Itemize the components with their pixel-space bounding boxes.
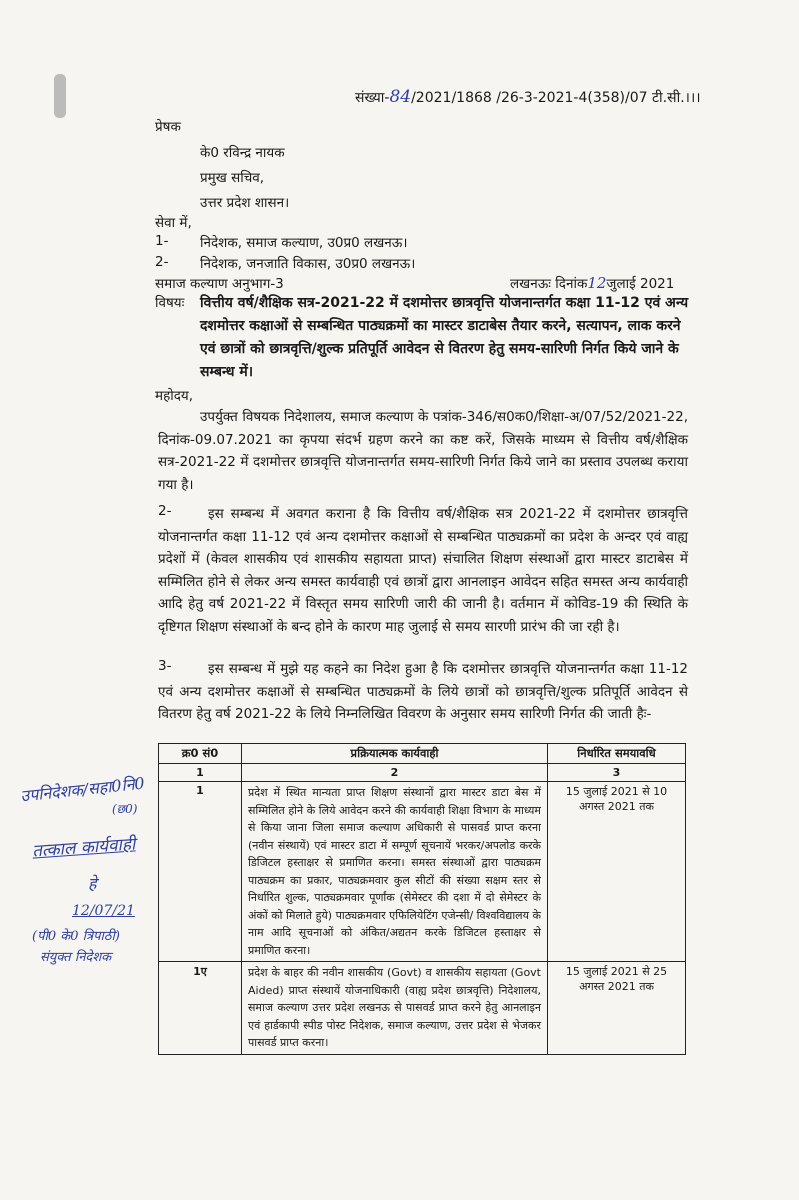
recipient-1-num: 1- [155, 233, 169, 249]
paragraph-2: इस सम्बन्ध में अवगत कराना है कि वित्तीय वर्ष/शैक्षिक सत्र 2021-22 में दशमोत्तर छात्रवृत्ति योजनान्तर्गत कक्षा 11-12 एवं अन्य दशमोत्तर कक्षाओं से सम्बन्धित पाठ्यक्रमों का प्रदेश के अन्दर एवं वाह्य प्रदेशों में (केवल शासकीय एवं शासकीय सहायता प्राप्त) संचालित शिक्षण संस्थाओं द्वारा मास्टर डाटाबेस में सम्मिलित होने से लेकर अन्य समस्त कार्यवाही एवं छात्रों द्वारा आनलाइन आवेदन सहित समस्त अन्य कार्यवाही आदि हेतु वर्ष 2021-22 में विस्तृत समय सारिणी जारी की जानी है। वर्तमान में कोविड-19 की स्थिति के दृष्टिगत शिक्षण संस्थाओं के बन्द होने के कारण माह जुलाई से समय सारणी प्रारंभ की जा रही है। [158, 506, 688, 635]
paragraph-1: उपर्युक्त विषयक निदेशालय, समाज कल्याण के पत्रांक-346/स0क0/शिक्षा-अ/07/52/2021-22, दिनांक-09.07.2021 का कृपया संदर्भ ग्रहण करने का कष्ट करें, जिसके माध्यम से वित्तीय वर्ष/शैक्षिक सत्र-2021-22 में दशमोत्तर छात्रवृत्ति योजनान्तर्गत समय-सारिणी निर्गत किये जाने का प्रस्ताव उपलब्ध कराया गया है। [158, 409, 688, 493]
sender-office: उत्तर प्रदेश शासन। [200, 195, 290, 211]
subject-label: विषयः [155, 295, 185, 311]
salutation: महोदय, [155, 388, 194, 404]
sender-name: के0 रविन्द्र नायक [200, 145, 285, 161]
ref-number-handwritten: 84 [389, 87, 412, 107]
recipient-2-text: निदेशक, जनजाति विकास, उ0प्र0 लखनऊ। [200, 256, 416, 272]
handwritten-note-line3: तत्काल कार्यवाही [31, 834, 136, 862]
row-period: 15 जुलाई 2021 से 25 अगस्त 2021 तक [548, 962, 686, 1055]
header-serial: क्र0 सं0 [159, 744, 242, 764]
recipient-2-num: 2- [155, 254, 169, 270]
recipient-1-text: निदेशक, समाज कल्याण, उ0प्र0 लखनऊ। [200, 235, 408, 251]
subject-text: वित्तीय वर्ष/शैक्षिक सत्र-2021-22 में दशमोत्तर छात्रवृत्ति योजनान्तर्गत कक्षा 11-12 एवं अन्य दशमोत्तर कक्षाओं से सम्बन्धित पाठ्यक्रमों का मास्टर डाटाबेस तैयार करने, सत्यापन, लाक करने एवं छात्रों को छात्रवृत्ति/शुल्क प्रतिपूर्ति आवेदन से वितरण हेतु समय-सारिणी निर्गत किये जाने के सम्बन्ध में। [200, 295, 689, 380]
table-index-row [159, 764, 686, 782]
reference-number [355, 87, 701, 107]
handwritten-note-line4: हे [88, 874, 97, 893]
handwritten-note-line1: उपनिदेशक/सहा0नि0 [19, 773, 146, 806]
recipients-label: सेवा में, [155, 215, 192, 231]
handwritten-note-line2: (छ0) [112, 802, 138, 816]
section-name: समाज कल्याण अनुभाग-3 [155, 276, 284, 292]
paragraph-3-number: 3- [158, 658, 172, 674]
row-serial: 1 [159, 782, 242, 962]
ref-suffix: /2021/1868 /26-3-2021-4(358)/07 टी.सी.।।। [411, 90, 701, 106]
handwritten-note-line7: संयुक्त निदेशक [40, 950, 112, 965]
table-row [159, 782, 686, 962]
row-action: प्रदेश के बाहर की नवीन शासकीय (Govt) व शासकीय सहायता (Govt Aided) प्राप्त संस्थायें योजनाधिकारी (वाह्य प्रदेश छात्रवृत्ति) निदेशालय, समाज कल्याण उत्तर प्रदेश लखनऊ से पासवर्ड प्राप्त करने हेतु आनलाइन एवं हार्डकापी स्पीड पोस्ट निदेशक, समाज कल्याण, उत्तर प्रदेश से भेजकर पासवर्ड प्राप्त करना। [242, 962, 548, 1055]
header-period: निर्धारित समयावधि [548, 744, 686, 764]
paragraph-2-number: 2- [158, 503, 172, 519]
schedule-table [158, 743, 686, 1055]
handwritten-note-line6: (पी0 के0 त्रिपाठी) [32, 929, 120, 944]
paragraph-3: इस सम्बन्ध में मुझे यह कहने का निदेश हुआ है कि दशमोत्तर छात्रवृत्ति योजनान्तर्गत कक्षा 11-12 एवं अन्य दशमोत्तर कक्षाओं से सम्बन्धित पाठ्यक्रमों के लिये छात्रों को छात्रवृत्ति/शुल्क प्रतिपूर्ति आवेदन से वितरण हेतु वर्ष 2021-22 के लिये निम्नलिखित विवरण के अनुसार समय सारिणी निर्गत की जाती हैः- [158, 661, 688, 722]
punch-hole-mark [48, 72, 72, 120]
handwritten-note-line5: 12/07/21 [72, 903, 135, 919]
sender-designation: प्रमुख सचिव, [200, 170, 265, 186]
table-row [159, 962, 686, 1055]
date-suffix: जुलाई 2021 [606, 276, 675, 292]
index-cell: 2 [242, 764, 548, 782]
index-cell: 1 [159, 764, 242, 782]
date-prefix: लखनऊः दिनांक [510, 276, 588, 292]
row-period: 15 जुलाई 2021 से 10 अगस्त 2021 तक [548, 782, 686, 962]
table-header-row [159, 744, 686, 764]
letter-date [510, 274, 674, 292]
date-day-handwritten: 12 [587, 274, 607, 292]
header-action: प्रक्रियात्मक कार्यवाही [242, 744, 548, 764]
sender-label: प्रेषक [155, 119, 181, 135]
index-cell: 3 [548, 764, 686, 782]
row-action: प्रदेश में स्थित मान्यता प्राप्त शिक्षण संस्थानों द्वारा मास्टर डाटा बेस में सम्मिलित होने के लिये आवेदन करने की कार्यवाही शिक्षा विभाग के माध्यम से किया जाना जिला समाज कल्याण अधिकारी से पासवर्ड प्राप्त करना (नवीन संस्थायें) एवं मास्टर डाटा में सम्पूर्ण सूचनायें भरकर/अपलोड करके डिजिटल हस्ताक्षर से प्रमाणित करना। समस्त संस्थाओं द्वारा पाठ्यक्रम पाठ्यक्रम का प्रकार, पाठ्यक्रमवार कुल सीटों की संख्या सक्षम स्तर से निर्धारित शुल्क, पाठ्यक्रमवार पूर्णांक (सेमेस्टर की दशा में दो सेमेस्टर के अंकों को मिलाते हुये) पाठ्यक्रमवार एफिलियेटिंग एजेन्सी/ विश्वविद्यालय के नाम आदि सूचनाओं को अंकित/अद्यतन करके डिजिटल हस्ताक्षर से प्रमाणित करना। [242, 782, 548, 962]
ref-prefix: संख्या- [355, 90, 390, 106]
row-serial: 1ए [159, 962, 242, 1055]
